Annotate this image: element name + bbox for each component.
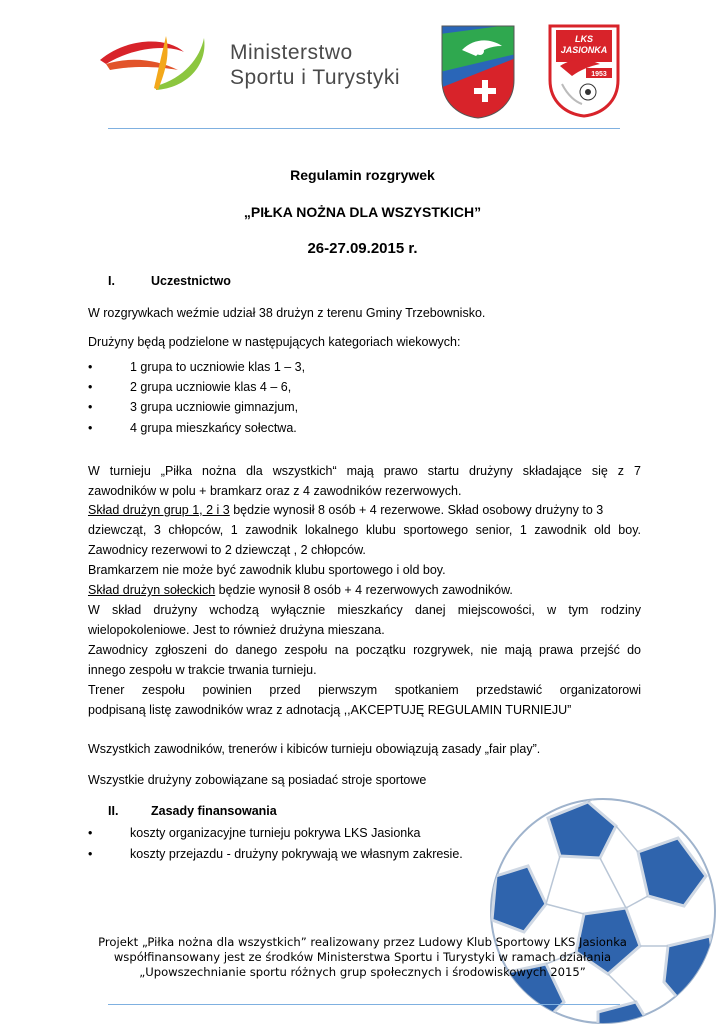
- rules-line: [88, 581, 641, 600]
- category-item: 4 grupa mieszkańcy sołectwa.: [130, 421, 297, 435]
- document-title: Regulamin rozgrywek: [290, 167, 435, 183]
- footer-line2: współfinansowany jest ze środków Ministerstwa Sportu i Turystyki w ramach działania: [113, 950, 612, 964]
- ministry-line1: Ministerstwo: [230, 41, 353, 64]
- bullet-symbol: •: [88, 400, 93, 414]
- bullet-symbol: •: [88, 380, 93, 394]
- ministry-line2: Sportu i Turystyki: [230, 66, 401, 89]
- uniforms-rule: Wszystkie drużyny zobowiązane są posiadać stroje sportowe: [88, 773, 427, 787]
- club-badge-icon: [546, 22, 622, 118]
- footer-line1: Projekt „Piłka nożna dla wszystkich” realizowany przez Ludowy Klub Sportowy LKS Jasionka: [98, 935, 627, 949]
- rules-line: Zawodnicy zgłoszeni do danego zespołu na początku rozgrywek, nie mają prawa przejść do: [88, 643, 641, 657]
- svg-text:JASIONKA: JASIONKA: [560, 45, 608, 55]
- ministry-name: [230, 40, 400, 90]
- svg-text:1953: 1953: [591, 71, 607, 78]
- categories-intro: Drużyny będą podzielone w następujących kategoriach wiekowych:: [88, 335, 461, 349]
- rules-line: dziewcząt, 3 chłopców, 1 zawodnik lokalnego klubu sportowego senior, 1 zawodnik old boy.: [88, 523, 641, 537]
- footer-divider: [108, 1004, 620, 1005]
- rules-line: [88, 501, 641, 520]
- financing-item: koszty przejazdu - drużyny pokrywają we własnym zakresie.: [130, 847, 463, 861]
- rules-line: zawodników w polu + bramkarz oraz z 4 zawodników rezerwowych.: [88, 484, 462, 498]
- section2-heading: Zasady finansowania: [151, 804, 277, 818]
- event-name: „PIŁKA NOŻNA DLA WSZYSTKICH”: [243, 204, 482, 220]
- village-lineup-label: Skład drużyn sołeckich: [88, 583, 216, 597]
- event-date: 26-27.09.2015 r.: [307, 240, 418, 257]
- bullet-symbol: •: [88, 847, 93, 861]
- header: [0, 0, 725, 130]
- footer-line3: „Upowszechnianie sportu różnych grup społecznych i środowiskowych 2015”: [139, 965, 586, 979]
- rules-line: Bramkarzem nie może być zawodnik klubu sportowego i old boy.: [88, 563, 446, 577]
- section1-intro: W rozgrywkach weźmie udział 38 drużyn z terenu Gminy Trzebownisko.: [88, 306, 486, 320]
- rules-line: W skład drużyny wchodzą wyłącznie mieszkańcy danej miejscowości, w tym rodziny: [88, 603, 641, 617]
- financing-item: koszty organizacyjne turnieju pokrywa LKS Jasionka: [130, 826, 421, 840]
- svg-text:LKS: LKS: [575, 34, 593, 44]
- category-item: 3 grupa uczniowie gimnazjum,: [130, 400, 299, 414]
- header-divider: [108, 128, 620, 129]
- section2-number: II.: [108, 804, 119, 818]
- fair-play-rule: Wszystkich zawodników, trenerów i kibiców turnieju obowiązują zasady „fair play”.: [88, 742, 541, 756]
- bullet-symbol: •: [88, 826, 93, 840]
- section1-heading: Uczestnictwo: [151, 274, 231, 288]
- village-lineup-text: będzie wynosił 8 osób + 4 rezerwowych zawodników.: [215, 583, 513, 597]
- bullet-symbol: •: [88, 360, 93, 374]
- rules-line: W turnieju „Piłka nożna dla wszystkich“ mają prawo startu drużyny składające się z 7: [88, 464, 641, 478]
- football-icon: [488, 796, 718, 1026]
- groups-lineup-text: będzie wynosił 8 osób + 4 rezerwowe. Skład osobowy drużyny to 3: [229, 503, 604, 517]
- bullet-symbol: •: [88, 421, 93, 435]
- rules-line: podpisaną listę zawodników wraz z adnotacją ,,AKCEPTUJĘ REGULAMIN TURNIEJU”: [88, 703, 572, 717]
- category-item: 1 grupa to uczniowie klas 1 – 3,: [130, 360, 306, 374]
- category-item: 2 grupa uczniowie klas 4 – 6,: [130, 380, 292, 394]
- rules-line: wielopokoleniowe. Jest to również drużyna mieszana.: [88, 623, 385, 637]
- rules-line: innego zespołu w trakcie trwania turnieju.: [88, 663, 317, 677]
- municipal-crest-icon: [440, 24, 516, 120]
- groups-lineup-label: Skład drużyn grup 1, 2 i 3: [88, 503, 230, 517]
- section1-number: I.: [108, 274, 115, 288]
- rules-line: Trener zespołu powinien przed pierwszym spotkaniem przedstawić organizatorowi: [88, 683, 641, 697]
- ministry-logo-icon: [96, 30, 216, 96]
- rules-line: Zawodnicy rezerwowi to 2 dziewcząt , 2 chłopców.: [88, 543, 366, 557]
